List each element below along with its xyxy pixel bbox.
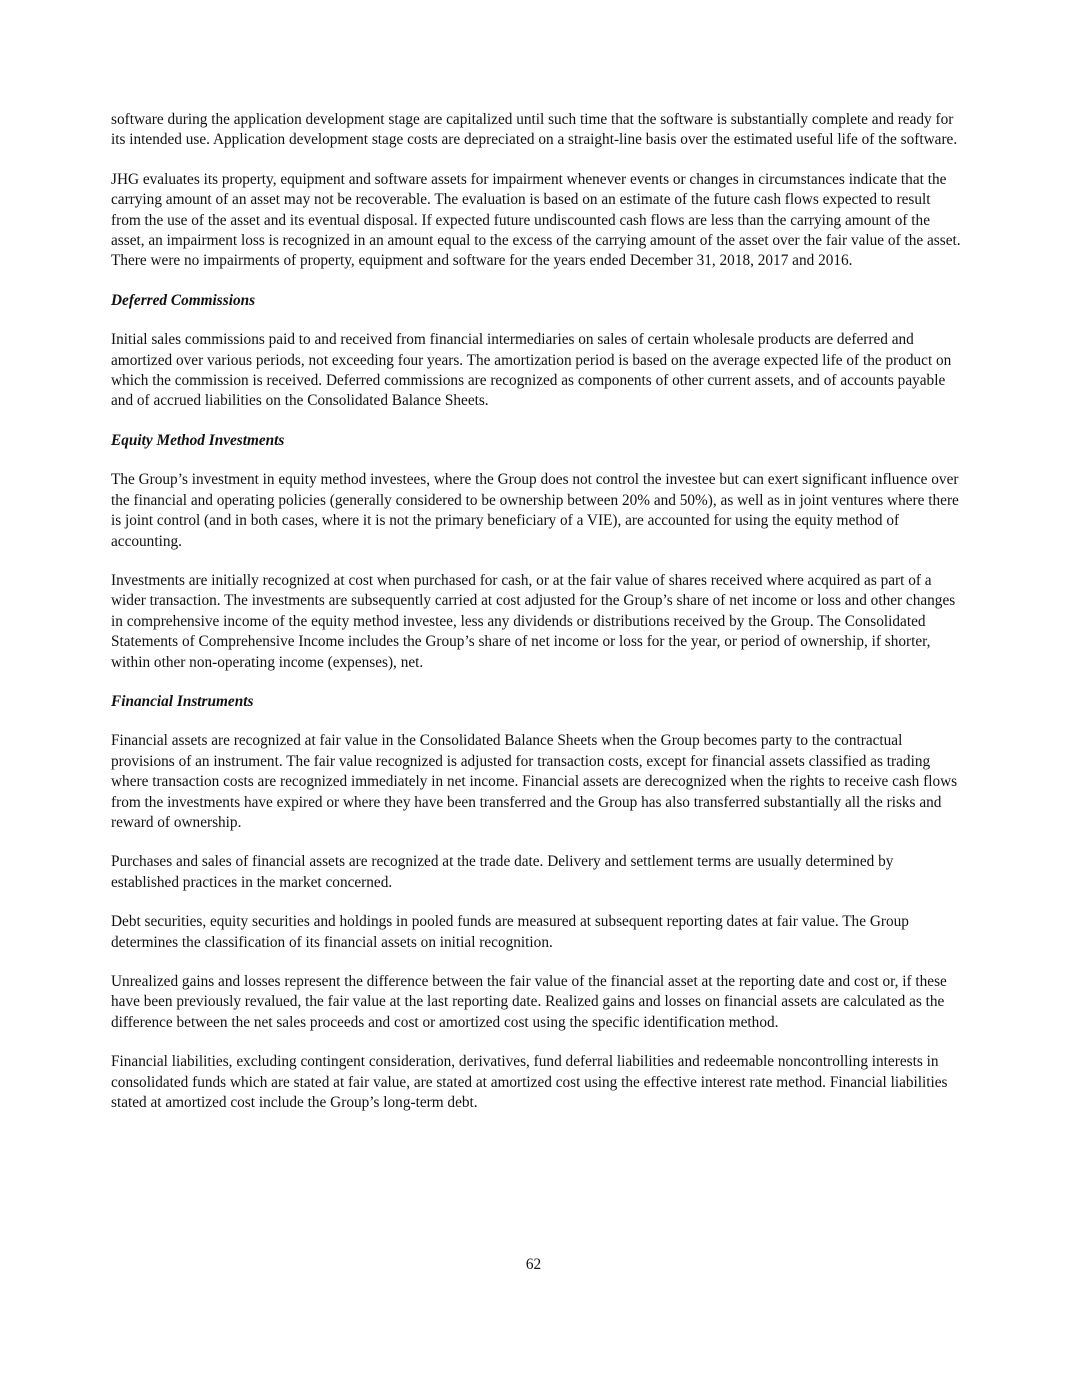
paragraph-deferred-commissions: Initial sales commissions paid to and received from financial intermediaries on sales of certain wholesale products are deferred and amortized over various periods, not exceeding four years. The amortization period is based on the average expected life of the product on which the commission is received. Deferred commissions are recognized as components of other current assets, and of accounts payable and of accrued liabilities on the Consolidated Balance Sheets. bbox=[111, 331, 952, 410]
paragraph-financial-2: Purchases and sales of financial assets are recognized at the trade date. Delivery and settlement terms are usually determined by established practices in the market concerned. bbox=[111, 853, 894, 891]
paragraph-financial-5: Financial liabilities, excluding contingent consideration, derivatives, fund deferral liabilities and redeemable noncontrolling interests in consolidated funds which are stated at fair value, are stated at amortized cost using the effective interest rate method. Financial liabilities stated at amortized cost include the Group’s long-term debt. bbox=[111, 1053, 948, 1112]
paragraph-equity-method-1: The Group’s investment in equity method investees, where the Group does not control the investee but can exert significant influence over the financial and operating policies (generally considered to be ownership between 20% and 50%), as well as in joint ventures where there is joint control (and in both cases, where it is not the primary beneficiary of a VIE), are accounted for using the equity method of accounting. bbox=[111, 471, 959, 550]
paragraph-equity-method-2: Investments are initially recognized at cost when purchased for cash, or at the fair value of shares received where acquired as part of a wider transaction. The investments are subsequently carried at cost adjusted for the Group’s share of net income or loss and other changes in comprehensive income of the equity method investee, less any dividends or distributions received by the Group. The Consolidated Statements of Comprehensive Income includes the Group’s share of net income or loss for the year, or period of ownership, if shorter, within other non-operating income (expenses), net. bbox=[111, 571, 956, 671]
paragraph-financial-1: Financial assets are recognized at fair value in the Consolidated Balance Sheets when the Group becomes party to the contractual provisions of an instrument. The fair value recognized is adjusted for transaction costs, except for financial assets classified as trading where transaction costs are recognized immediately in net income. Financial assets are derecognized when the rights to receive cash flows from the investments have expired or where they have been transferred and the Group has also transferred substantially all the risks and reward of ownership. bbox=[111, 732, 958, 831]
heading-equity-method-investments: Equity Method Investments bbox=[111, 431, 285, 449]
paragraph-financial-4: Unrealized gains and losses represent the difference between the fair value of the financial asset at the reporting date and cost or, if these have been previously revalued, the fair value at the last reporting date. Realized gains and losses on financial assets are calculated as the difference between the net sales proceeds and cost or amortized cost using the specific identification method. bbox=[111, 973, 947, 1031]
paragraph-financial-3: Debt securities, equity securities and holdings in pooled funds are measured at subsequent reporting dates at fair value. The Group determines the classification of its financial assets on initial recognition. bbox=[111, 913, 909, 951]
heading-deferred-commissions: Deferred Commissions bbox=[111, 291, 256, 309]
heading-financial-instruments: Financial Instruments bbox=[111, 692, 254, 710]
document-body bbox=[111, 110, 963, 1132]
page-number: 62 bbox=[525, 1256, 542, 1273]
paragraph-impairment: JHG evaluates its property, equipment and software assets for impairment whenever events or changes in circumstances indicate that the carrying amount of an asset may not be recoverable. The evaluation is based on an estimate of the future cash flows expected to result from the use of the asset and its eventual disposal. If expected future undiscounted cash flows are less than the carrying amount of the asset, an impairment loss is recognized in an amount equal to the excess of the carrying amount of the asset over the fair value of the asset. There were no impairments of property, equipment and software for the years ended December 31, 2018, 2017 and 2016. bbox=[111, 170, 961, 270]
paragraph-software-capitalization: software during the application development stage are capitalized until such time that the software is substantially complete and ready for its intended use. Application development stage costs are depreciated on a straight-line basis over the estimated useful life of the software. bbox=[111, 111, 958, 149]
